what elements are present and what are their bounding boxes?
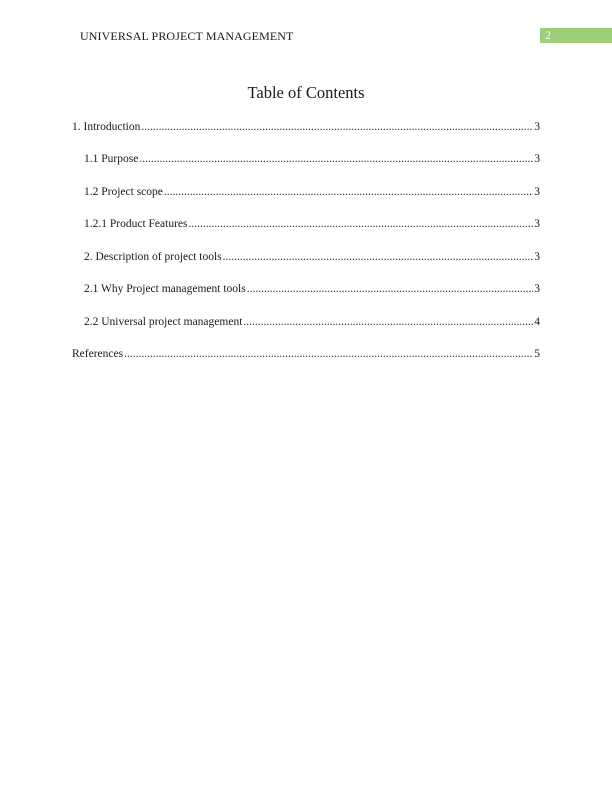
- dot-leader: [243, 316, 533, 328]
- dot-leader: [139, 153, 533, 165]
- running-header-title: UNIVERSAL PROJECT MANAGEMENT: [80, 29, 294, 43]
- toc-entry-label: 1.2.1 Product Features: [84, 218, 188, 230]
- page-number-badge: 2: [540, 28, 612, 43]
- toc-entry-purpose[interactable]: [84, 153, 540, 169]
- dot-leader: [188, 218, 533, 230]
- toc-entry-universal-project-management[interactable]: [84, 316, 540, 332]
- toc-entry-project-scope[interactable]: [84, 186, 540, 202]
- toc-entry-page: 4: [534, 316, 540, 328]
- toc-entry-page: 3: [534, 218, 540, 230]
- toc-entry-label: 2.2 Universal project management: [84, 316, 243, 328]
- toc-entry-label: References: [72, 348, 124, 360]
- toc-entry-label: 1.2 Project scope: [84, 186, 163, 198]
- toc-entry-label: 2. Description of project tools: [84, 251, 222, 263]
- dot-leader: [141, 121, 533, 133]
- toc-entry-references[interactable]: [72, 348, 540, 364]
- dot-leader: [223, 251, 534, 263]
- toc-entry-label: 2.1 Why Project management tools: [84, 283, 246, 295]
- toc-entry-page: 3: [534, 251, 540, 263]
- toc-entry-label: 1. Introduction: [72, 121, 141, 133]
- toc-entry-page: 5: [534, 348, 540, 360]
- toc-entry-description-of-project-tools[interactable]: [84, 251, 540, 267]
- toc-entry-page: 3: [534, 121, 540, 133]
- dot-leader: [124, 348, 533, 360]
- toc-entry-label: 1.1 Purpose: [84, 153, 139, 165]
- toc-entry-page: 3: [534, 283, 540, 295]
- toc-entry-introduction[interactable]: [72, 121, 540, 137]
- toc-entry-page: 3: [534, 153, 540, 165]
- dot-leader: [164, 186, 533, 198]
- toc-title: Table of Contents: [247, 83, 365, 102]
- dot-leader: [247, 283, 534, 295]
- toc-entry-product-features[interactable]: [84, 218, 540, 234]
- toc-entry-page: 3: [534, 186, 540, 198]
- toc-entry-why-project-management-tools[interactable]: [84, 283, 540, 299]
